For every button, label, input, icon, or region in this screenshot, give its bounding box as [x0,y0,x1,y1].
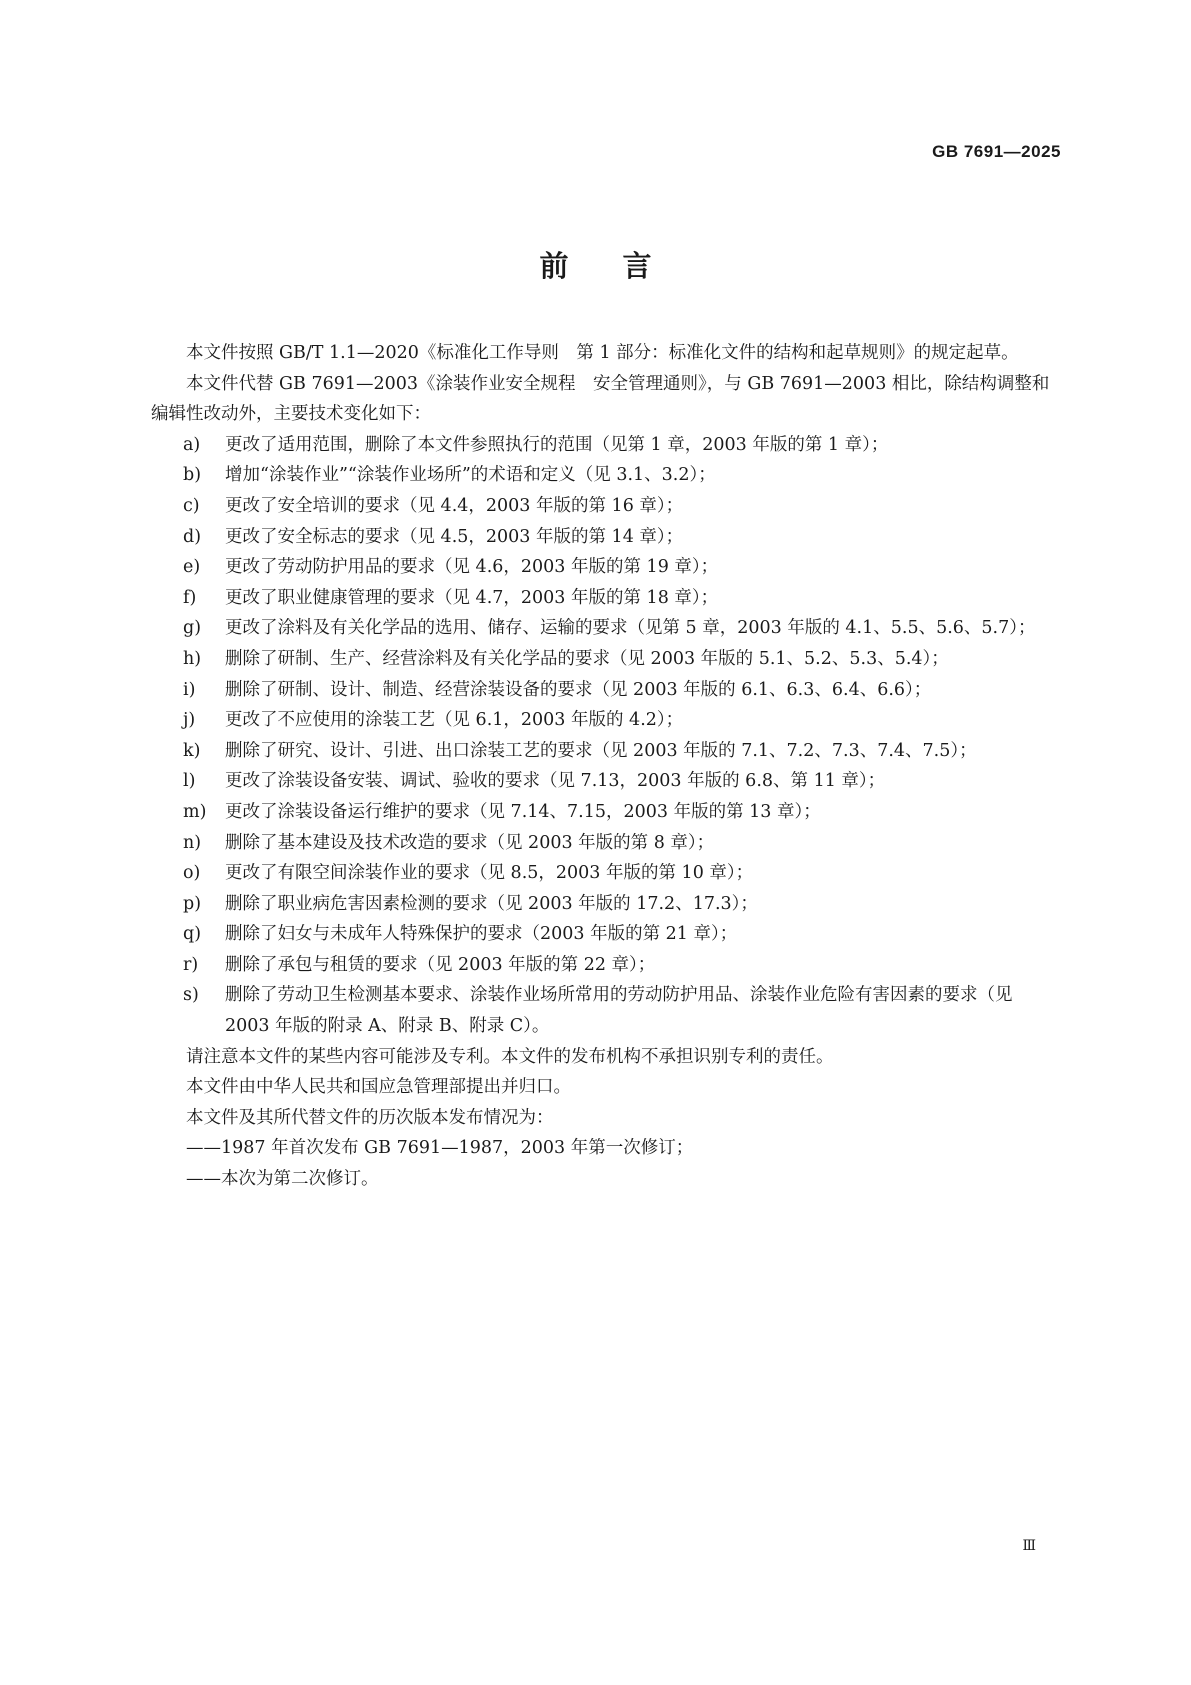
patent-note: 请注意本文件的某些内容可能涉及专利。本文件的发布机构不承担识别专利的责任。 [186,1046,834,1067]
list-item [151,644,1059,675]
list-item-text: 更改了劳动防护用品的要求（见 4.6，2003 年版的第 19 章）； [225,557,719,578]
list-item-label: j) [183,710,196,731]
list-item [151,950,1059,981]
list-item [151,430,1059,461]
list-item-label: f) [183,587,197,608]
list-item-text: 更改了涂装设备运行维护的要求（见 7.14、7.15，2003 年版的第 13 章）； [225,801,821,822]
standard-number: GB 7691—2025 [932,142,1061,161]
list-item-text: 更改了不应使用的涂装工艺（见 6.1，2003 年版的 4.2）； [225,710,684,731]
list-item [151,522,1059,553]
list-item [151,980,1059,1041]
list-item [151,889,1059,920]
list-item-label: c) [183,495,200,516]
list-item-text: 删除了基本建设及技术改造的要求（见 2003 年版的第 8 章）； [225,832,715,853]
foreword-body [151,338,1059,1195]
list-item-text: 删除了研究、设计、引进、出口涂装工艺的要求（见 2003 年版的 7.1、7.2、7.3、7.4、7.5）； [225,740,977,761]
list-item-label: o) [183,863,201,884]
list-item [151,583,1059,614]
list-item-text: 更改了适用范围，删除了本文件参照执行的范围（见第 1 章，2003 年版的第 1 章）； [225,434,889,455]
list-item-text: 更改了有限空间涂装作业的要求（见 8.5，2003 年版的第 10 章）； [225,863,754,884]
list-item [151,919,1059,950]
history-intro: 本文件及其所代替文件的历次版本发布情况为： [186,1107,554,1128]
list-item-text: 更改了安全标志的要求（见 4.5，2003 年版的第 14 章）； [225,526,684,547]
intro-paragraph: 本文件按照 GB/T 1.1—2020《标准化工作导则 第 1 部分：标准化文件的结构和起草规则》的规定起草。 [186,343,1019,363]
proposer-note: 本文件由中华人民共和国应急管理部提出并归口。 [186,1077,571,1098]
list-item-label: n) [183,832,202,853]
list-item [151,613,1059,644]
list-item-label: r) [183,954,199,975]
list-item [151,766,1059,797]
list-item-label: k) [183,740,201,761]
list-item-text: 删除了妇女与未成年人特殊保护的要求（2003 年版的第 21 章）； [225,924,738,945]
list-item [151,552,1059,583]
list-item-label: b) [183,465,202,486]
list-item-text: 增加“涂装作业”“涂装作业场所”的术语和定义（见 3.1、3.2）； [225,465,716,486]
list-item [151,736,1059,767]
list-item-label: d) [183,526,202,547]
changes-list [151,430,1059,1042]
list-item [151,828,1059,859]
history-item: ——本次为第二次修订。 [186,1169,379,1190]
list-item-text: 删除了职业病危害因素检测的要求（见 2003 年版的 17.2、17.3）； [225,893,758,914]
list-item-text: 更改了安全培训的要求（见 4.4，2003 年版的第 16 章）； [225,495,684,516]
list-item-label: s) [183,985,199,1006]
list-item [151,460,1059,491]
list-item-label: h) [183,648,202,669]
list-item-label: m) [183,801,207,822]
list-item-label: i) [183,679,196,700]
intro-paragraph: 本文件代替 GB 7691—2003《涂装作业安全规程 安全管理通则》，与 GB 7691—2003 相比，除结构调整和编辑性改动外，主要技术变化如下： [151,373,1050,425]
list-item-text: 更改了职业健康管理的要求（见 4.7，2003 年版的第 18 章）； [225,587,719,608]
list-item [151,705,1059,736]
list-item-text: 更改了涂装设备安装、调试、验收的要求（见 7.13，2003 年版的 6.8、第 11 章）； [225,771,886,792]
list-item-text: 删除了劳动卫生检测基本要求、涂装作业场所常用的劳动防护用品、涂装作业危险有害因素的要求（见 2003 年版的附录 A、附录 B、附录 C）。 [225,985,1013,1037]
list-item-text: 更改了涂料及有关化学品的选用、储存、运输的要求（见第 5 章，2003 年版的 4.1、5.5、5.6、5.7）； [225,618,1036,639]
list-item-label: q) [183,924,202,945]
list-item-text: 删除了承包与租赁的要求（见 2003 年版的第 22 章）； [225,954,656,975]
list-item [151,858,1059,889]
list-item-label: a) [183,434,201,455]
list-item [151,675,1059,706]
list-item-label: p) [183,893,202,914]
list-item-text: 删除了研制、生产、经营涂料及有关化学品的要求（见 2003 年版的 5.1、5.2、5.3、5.4）； [225,648,949,669]
list-item-label: g) [183,618,202,639]
list-item-text: 删除了研制、设计、制造、经营涂装设备的要求（见 2003 年版的 6.1、6.3、6.4、6.6）； [225,679,932,700]
list-item [151,797,1059,828]
page-number: Ⅲ [1022,1539,1036,1554]
page-title: 前言 [539,249,706,283]
list-item-label: l) [183,771,196,792]
history-item: ——1987 年首次发布 GB 7691—1987，2003 年第一次修订； [186,1138,694,1159]
list-item [151,491,1059,522]
list-item-label: e) [183,557,201,578]
